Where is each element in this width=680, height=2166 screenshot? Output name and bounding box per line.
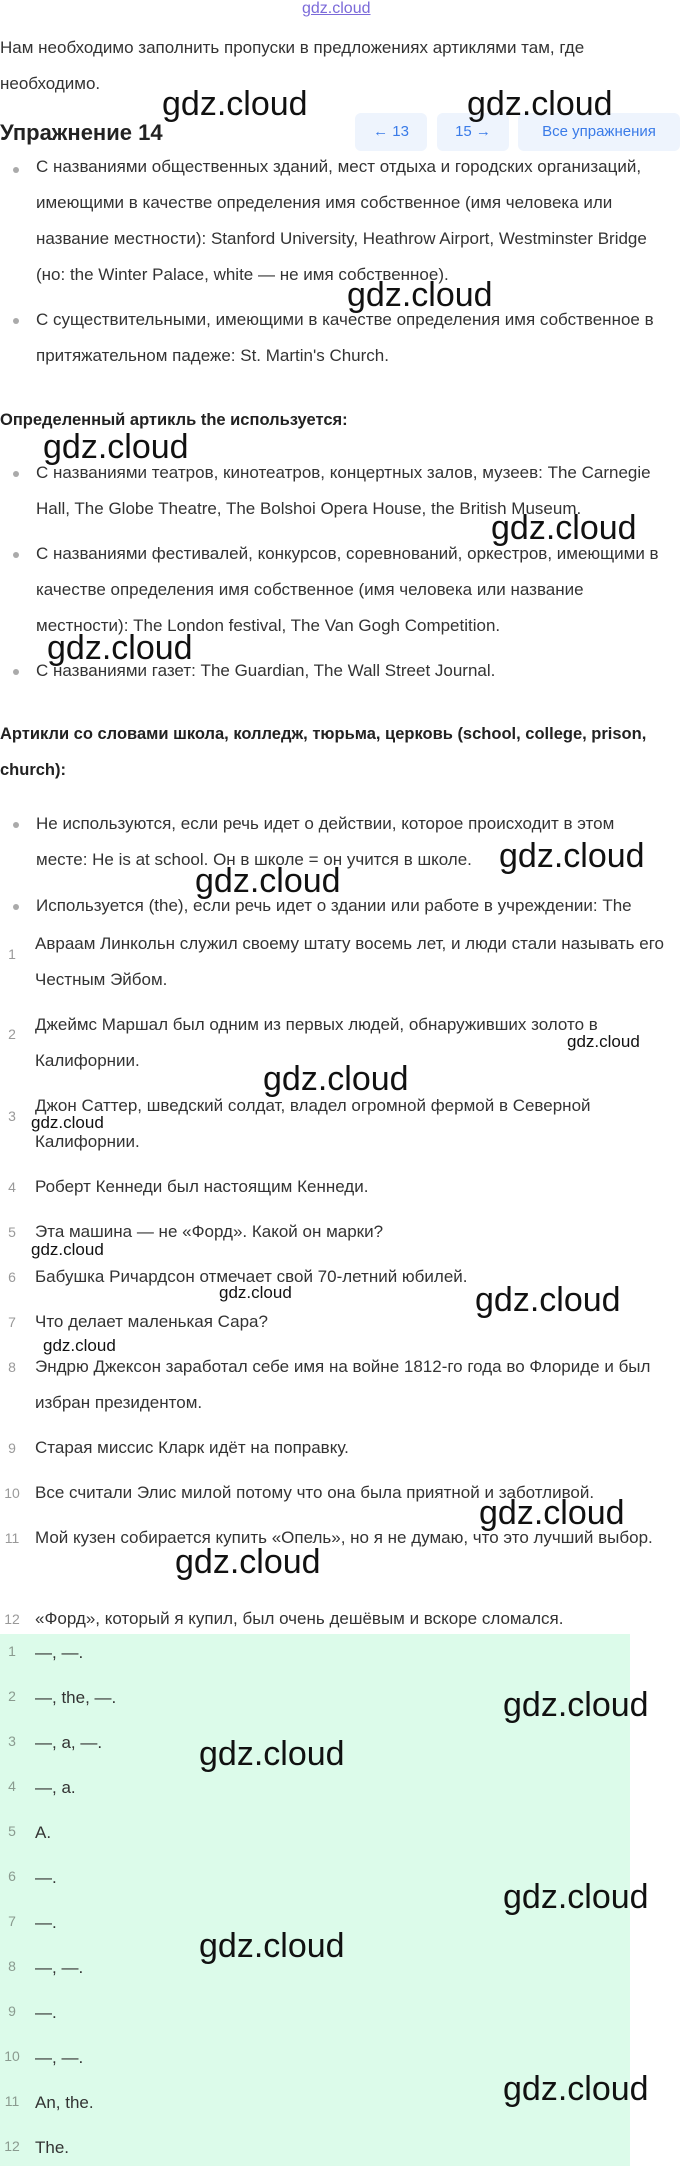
bullet-icon: [13, 318, 19, 324]
question-number: 6: [8, 1269, 16, 1285]
answer-text: —, —.: [35, 1643, 84, 1662]
rule-item: Не используются, если речь идет о действии, которое происходит в этом месте: He is at school. Он в школе = он учится в школе.: [36, 814, 615, 869]
section-heading-school: Артикли со словами школа, колледж, тюрьма, церковь (school, college, prison, church):: [0, 725, 647, 779]
site-link[interactable]: gdz.cloud: [302, 0, 371, 17]
question-text: Эта машина — не «Форд». Какой он марки?: [35, 1222, 384, 1241]
arrow-right-icon: →: [475, 123, 491, 140]
watermark: gdz.cloud: [475, 1281, 621, 1319]
watermark: gdz.cloud: [491, 509, 637, 547]
answer-number: 5: [8, 1823, 16, 1839]
watermark: gdz.cloud: [43, 1336, 116, 1355]
bullet-icon: [13, 471, 19, 477]
answer-text: —.: [35, 1913, 57, 1932]
watermark: gdz.cloud: [195, 862, 341, 900]
watermark: gdz.cloud: [175, 1543, 321, 1581]
question-number: 5: [8, 1224, 16, 1240]
question-number: 12: [4, 1611, 20, 1627]
watermark: gdz.cloud: [567, 1032, 640, 1051]
answer-text: —, —.: [35, 1958, 84, 1977]
question-text: Мой кузен собирается купить «Опель», но я не думаю, что это лучший выбор.: [35, 1528, 653, 1547]
watermark: gdz.cloud: [199, 1927, 345, 1965]
question-text: Роберт Кеннеди был настоящим Кеннеди.: [35, 1177, 369, 1196]
exercise-title: Упражнение 14: [0, 120, 163, 145]
watermark: gdz.cloud: [479, 1494, 625, 1532]
answer-number: 8: [8, 1958, 16, 1974]
answer-number: 11: [4, 2093, 20, 2109]
question-text: Джон Саттер, шведский солдат, владел огромной фермой в Северной Калифорнии.: [35, 1096, 591, 1151]
prev-exercise-button[interactable]: [355, 113, 427, 151]
question-text: Старая миссис Кларк идёт на поправку.: [35, 1438, 349, 1457]
question-text: Все считали Элис милой потому что она была приятной и заботливой.: [35, 1483, 595, 1502]
bullet-icon: [13, 552, 19, 558]
watermark: gdz.cloud: [503, 2070, 649, 2108]
question-number: 8: [8, 1359, 16, 1375]
question-number: 4: [8, 1179, 16, 1195]
answer-text: —, a, —.: [35, 1733, 103, 1752]
answer-number: 1: [8, 1643, 16, 1659]
answer-text: A.: [35, 1823, 52, 1842]
prev-exercise-number: 13: [392, 123, 409, 140]
intro-text: Нам необходимо заполнить пропуски в предложениях артиклями там, где необходимо.: [0, 38, 585, 93]
watermark: gdz.cloud: [499, 837, 645, 875]
bullet-icon: [13, 669, 19, 675]
answer-text: —.: [35, 1868, 57, 1887]
answer-number: 3: [8, 1733, 16, 1749]
question-number: 3: [8, 1108, 16, 1124]
arrow-left-icon: ←: [373, 123, 389, 140]
question-number: 10: [4, 1485, 20, 1501]
watermark: gdz.cloud: [47, 629, 193, 667]
question-number: 9: [8, 1440, 16, 1456]
question-text: «Форд», который я купил, был очень дешёвым и вскоре сломался.: [35, 1609, 564, 1628]
answer-number: 2: [8, 1688, 16, 1704]
question-text: Бабушка Ричардсон отмечает свой 70-летний юбилей.: [35, 1267, 468, 1286]
answer-text: —, a.: [35, 1778, 76, 1797]
watermark: gdz.cloud: [31, 1240, 104, 1259]
watermark: gdz.cloud: [219, 1283, 292, 1302]
bullet-icon: [13, 904, 19, 910]
answer-number: 7: [8, 1913, 16, 1929]
answer-text: An, the.: [35, 2093, 94, 2112]
question-text: Джеймс Маршал был одним из первых людей, обнаруживших золото в Калифорнии.: [35, 1015, 598, 1070]
watermark: gdz.cloud: [162, 85, 308, 123]
answer-text: —.: [35, 2003, 57, 2022]
all-exercises-button[interactable]: Все упражнения: [518, 113, 680, 151]
rule-item: С названиями газет: The Guardian, The Wall Street Journal.: [36, 661, 496, 680]
bullet-icon: [13, 167, 19, 173]
rule-item: С названиями фестивалей, конкурсов, соревнований, оркестров, имеющими в качестве определения имя собственное (имя человека или название местности): The London festival, The Van Gogh Competition.: [36, 544, 659, 635]
watermark: gdz.cloud: [347, 276, 493, 314]
answer-text: —, —.: [35, 2048, 84, 2067]
question-number: 11: [4, 1530, 20, 1546]
next-exercise-number: 15: [455, 123, 472, 140]
section-heading-the: Определенный артикль the используется:: [0, 411, 348, 429]
answer-number: 12: [4, 2138, 20, 2154]
watermark: gdz.cloud: [263, 1060, 409, 1098]
question-number: 1: [8, 946, 16, 962]
watermark: gdz.cloud: [467, 85, 613, 123]
watermark: gdz.cloud: [31, 1113, 104, 1132]
rule-item: С существительными, имеющими в качестве определения имя собственное в притяжательном падеже: St. Martin's Church.: [36, 310, 654, 365]
question-number: 2: [8, 1026, 16, 1042]
question-text: Авраам Линкольн служил своему штату восемь лет, и люди стали называть его Честным Эйбом.: [35, 934, 664, 989]
answer-number: 4: [8, 1778, 16, 1794]
watermark: gdz.cloud: [43, 428, 189, 466]
bullet-icon: [13, 822, 19, 828]
question-text: Эндрю Джексон заработал себе имя на войне 1812-го года во Флориде и был избран президентом.: [35, 1357, 651, 1412]
question-text: Что делает маленькая Сара?: [35, 1312, 268, 1331]
rule-item: С названиями театров, кинотеатров, концертных залов, музеев: The Carnegie Hall, The Globe Theatre, The Bolshoi Opera House, the British Museum.: [36, 463, 651, 518]
answer-text: —, the, —.: [35, 1688, 117, 1707]
rule-item: Используется (the), если речь идет о здании или работе в учреждении: The: [36, 896, 632, 915]
question-number: 7: [8, 1314, 16, 1330]
rule-item: С названиями общественных зданий, мест отдыха и городских организаций, имеющими в качестве определения имя собственное (имя человека или название местности): Stanford University, Heathrow Airport, Westminster Bridge (но: the Winter Palace, white — не имя собственное).: [36, 157, 647, 284]
watermark: gdz.cloud: [503, 1686, 649, 1724]
watermark: gdz.cloud: [503, 1878, 649, 1916]
answer-number: 6: [8, 1868, 16, 1884]
answer-number: 9: [8, 2003, 16, 2019]
answer-number: 10: [4, 2048, 20, 2064]
watermark: gdz.cloud: [199, 1735, 345, 1773]
answer-text: The.: [35, 2138, 70, 2157]
